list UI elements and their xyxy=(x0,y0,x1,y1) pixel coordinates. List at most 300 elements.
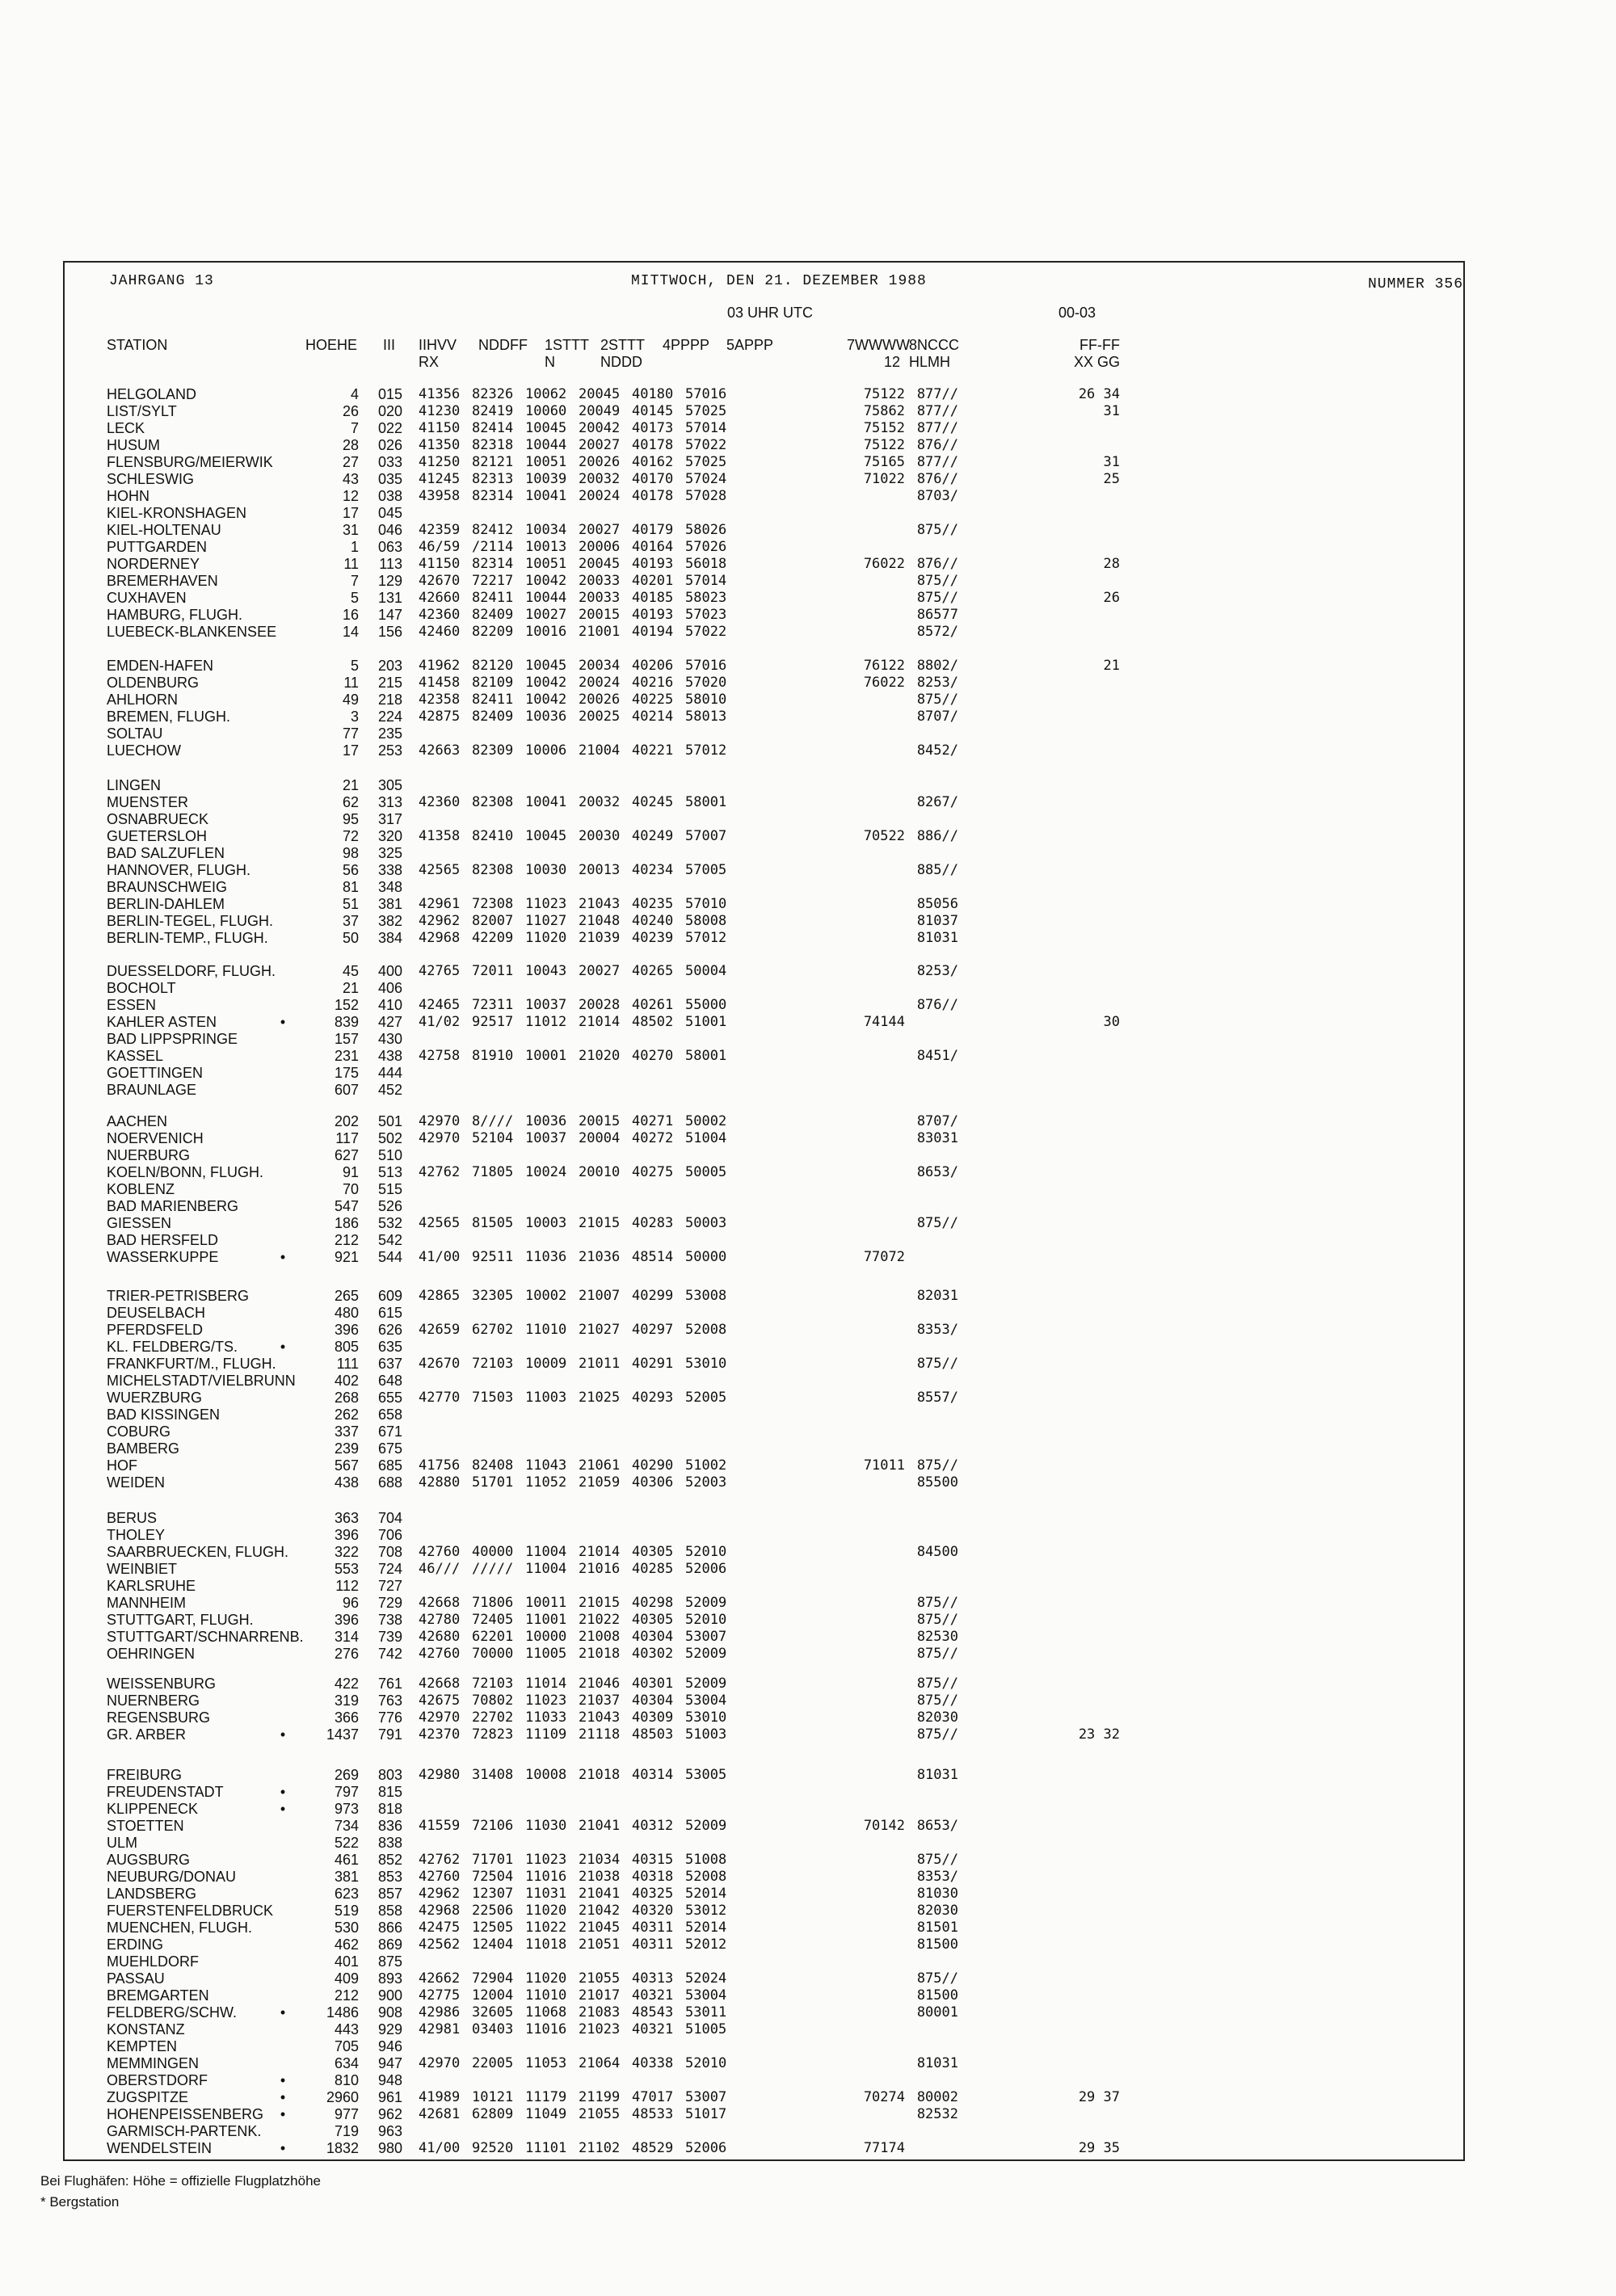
group-5appp: 51002 xyxy=(685,1457,727,1474)
group-ihvv: 41989 xyxy=(419,2089,461,2105)
station-row xyxy=(0,658,1616,675)
group-4pppp: 40178 xyxy=(632,488,674,504)
station-index: 869 xyxy=(377,1936,402,1953)
group-nddff: ///// xyxy=(472,1561,514,1577)
group-nddff: 62809 xyxy=(472,2106,514,2122)
group-ihvv: 42662 xyxy=(419,1970,461,1987)
group-4pppp: 40216 xyxy=(632,675,674,691)
station-height: 31 xyxy=(342,522,359,538)
group-8nccc: 85500 xyxy=(916,1474,958,1491)
group-4pppp: 48529 xyxy=(632,2140,674,2156)
station-row xyxy=(0,675,1616,692)
mountain-marker: • xyxy=(280,1249,286,1265)
group-4pppp: 40309 xyxy=(632,1709,674,1726)
group-5appp: 57023 xyxy=(685,607,727,623)
group-2sttt: 21043 xyxy=(579,896,621,912)
group-ihvv: 41245 xyxy=(419,471,461,487)
group-2sttt: 20045 xyxy=(579,386,621,402)
group-8nccc: 81501 xyxy=(916,1920,958,1936)
station-height: 607 xyxy=(334,1082,359,1098)
station-index: 033 xyxy=(377,454,402,470)
group-4pppp: 40145 xyxy=(632,403,674,419)
station-row xyxy=(0,1198,1616,1215)
group-1sttt: 10030 xyxy=(525,862,567,878)
station-row xyxy=(0,1676,1616,1693)
station-index: 900 xyxy=(377,1987,402,2004)
station-height: 7 xyxy=(350,420,359,436)
mountain-marker: • xyxy=(280,1726,286,1743)
station-row xyxy=(0,1474,1616,1491)
station-height: 973 xyxy=(334,1801,359,1817)
group-5appp: 55000 xyxy=(685,997,727,1013)
station-height: 519 xyxy=(334,1903,359,1919)
station-index: 742 xyxy=(377,1646,402,1662)
station-height: 14 xyxy=(342,624,359,640)
station-index: 203 xyxy=(377,658,402,674)
group-ihvv: 41356 xyxy=(419,386,461,402)
group-2sttt: 20032 xyxy=(579,794,621,810)
group-gust: 31 xyxy=(1103,403,1120,419)
group-nddff: 72405 xyxy=(472,1612,514,1628)
station-index: 035 xyxy=(377,471,402,487)
station-index: 218 xyxy=(377,692,402,708)
col-group-1: IIHVV RX xyxy=(419,337,457,370)
group-2sttt: 21011 xyxy=(579,1356,621,1372)
group-1sttt: 11018 xyxy=(525,1936,567,1953)
station-index: 776 xyxy=(377,1709,402,1726)
group-8nccc: 876// xyxy=(916,437,958,453)
station-height: 212 xyxy=(334,1987,359,2004)
group-nddff: 82409 xyxy=(472,607,514,623)
group-7wwww: 70274 xyxy=(863,2089,905,2105)
station-height: 547 xyxy=(334,1198,359,1214)
group-1sttt: 11014 xyxy=(525,1676,567,1692)
group-4pppp: 40194 xyxy=(632,624,674,640)
col-group-5: 4PPPP xyxy=(663,337,710,353)
station-name: TRIER-PETRISBERG xyxy=(107,1288,250,1304)
group-5appp: 57022 xyxy=(685,437,727,453)
col-hoehe: HOEHE xyxy=(305,337,358,353)
group-4pppp: 40234 xyxy=(632,862,674,878)
group-ihvv: 42762 xyxy=(419,1164,461,1180)
group-gust: 30 xyxy=(1103,1014,1120,1030)
group-1sttt: 10041 xyxy=(525,794,567,810)
col-iii: III xyxy=(383,337,396,353)
station-index: 963 xyxy=(377,2123,402,2139)
station-row xyxy=(0,624,1616,641)
group-1sttt: 11023 xyxy=(525,1693,567,1709)
station-name: KEMPTEN xyxy=(107,2038,178,2054)
group-ihvv: 42981 xyxy=(419,2021,461,2037)
group-nddff: 82419 xyxy=(472,403,514,419)
group-gust: 23 32 xyxy=(1078,1726,1120,1743)
group-8nccc: 8253/ xyxy=(916,675,958,691)
station-row xyxy=(0,1407,1616,1423)
group-2sttt: 20032 xyxy=(579,471,621,487)
group-7wwww: 75152 xyxy=(863,420,905,436)
station-name: KONSTANZ xyxy=(107,2021,185,2037)
group-4pppp: 40206 xyxy=(632,658,674,674)
group-7wwww: 74144 xyxy=(863,1014,905,1030)
group-1sttt: 10045 xyxy=(525,828,567,844)
group-1sttt: 11004 xyxy=(525,1561,567,1577)
station-row xyxy=(0,2123,1616,2140)
group-4pppp: 40271 xyxy=(632,1113,674,1129)
station-height: 27 xyxy=(342,454,359,470)
group-ihvv: 46/59 xyxy=(419,539,461,555)
station-height: 623 xyxy=(334,1886,359,1902)
station-index: 430 xyxy=(377,1031,402,1047)
station-height: 705 xyxy=(334,2038,359,2054)
col-group-9: FF-FF XX GG xyxy=(1073,337,1120,370)
station-index: 685 xyxy=(377,1457,402,1474)
group-5appp: 51001 xyxy=(685,1014,727,1030)
group-8nccc: 81031 xyxy=(916,1767,958,1783)
group-5appp: 58010 xyxy=(685,692,727,708)
station-index: 384 xyxy=(377,930,402,946)
station-row xyxy=(0,1232,1616,1249)
group-7wwww: 71022 xyxy=(863,471,905,487)
station-row xyxy=(0,1818,1616,1835)
group-nddff: 72106 xyxy=(472,1818,514,1834)
station-name: PUTTGARDEN xyxy=(107,539,208,555)
group-4pppp: 40180 xyxy=(632,386,674,402)
footnote-mountain: * Bergstation xyxy=(40,2194,120,2210)
group-1sttt: 11033 xyxy=(525,1709,567,1726)
group-8nccc: 8452/ xyxy=(916,742,958,759)
station-name: NEUBURG/DONAU xyxy=(107,1869,237,1885)
group-2sttt: 20026 xyxy=(579,692,621,708)
station-index: 838 xyxy=(377,1835,402,1851)
group-ihvv: 42986 xyxy=(419,2004,461,2021)
group-8nccc: 81030 xyxy=(916,1886,958,1902)
group-5appp: 50004 xyxy=(685,963,727,979)
station-height: 21 xyxy=(342,777,359,793)
group-4pppp: 40290 xyxy=(632,1457,674,1474)
group-nddff: 92520 xyxy=(472,2140,514,2156)
group-8nccc: 81500 xyxy=(916,1936,958,1953)
group-8nccc: 877// xyxy=(916,420,958,436)
group-ihvv: 42370 xyxy=(419,1726,461,1743)
group-5appp: 53005 xyxy=(685,1767,727,1783)
group-ihvv: 42770 xyxy=(419,1390,461,1406)
group-gust: 21 xyxy=(1103,658,1120,674)
station-height: 402 xyxy=(334,1373,359,1389)
station-name: FREIBURG xyxy=(107,1767,183,1783)
group-ihvv: 41559 xyxy=(419,1818,461,1834)
station-name: BOCHOLT xyxy=(107,980,176,996)
station-name: THOLEY xyxy=(107,1527,166,1543)
group-2sttt: 21083 xyxy=(579,2004,621,2021)
group-8nccc: 875// xyxy=(916,522,958,538)
group-ihvv: 42565 xyxy=(419,1215,461,1231)
station-height: 152 xyxy=(334,997,359,1013)
station-height: 175 xyxy=(334,1065,359,1081)
station-row xyxy=(0,1423,1616,1440)
report-date: MITTWOCH, DEN 21. DEZEMBER 1988 xyxy=(631,273,927,289)
group-8nccc: 81031 xyxy=(916,2055,958,2071)
group-nddff: 52104 xyxy=(472,1130,514,1146)
group-4pppp: 40293 xyxy=(632,1390,674,1406)
group-5appp: 57016 xyxy=(685,386,727,402)
station-height: 7 xyxy=(350,573,359,589)
station-row xyxy=(0,1339,1616,1356)
group-nddff: 82408 xyxy=(472,1457,514,1474)
station-name: FREUDENSTADT xyxy=(107,1784,224,1800)
station-name: BAD SALZUFLEN xyxy=(107,845,225,861)
group-1sttt: 10037 xyxy=(525,997,567,1013)
group-nddff: 71503 xyxy=(472,1390,514,1406)
group-ihvv: 42968 xyxy=(419,1903,461,1919)
group-1sttt: 11043 xyxy=(525,1457,567,1474)
group-nddff: 32305 xyxy=(472,1288,514,1304)
station-height: 3 xyxy=(350,709,359,725)
station-name: MUEHLDORF xyxy=(107,1953,200,1970)
mountain-marker: • xyxy=(280,1801,286,1817)
station-height: 16 xyxy=(342,607,359,623)
group-nddff: 82318 xyxy=(472,437,514,453)
group-2sttt: 21199 xyxy=(579,2089,621,2105)
group-4pppp: 40297 xyxy=(632,1322,674,1338)
group-nddff: 82121 xyxy=(472,454,514,470)
group-nddff: 72308 xyxy=(472,896,514,912)
station-name: FLENSBURG/MEIERWIK xyxy=(107,454,273,470)
station-name: PASSAU xyxy=(107,1970,165,1987)
group-1sttt: 11022 xyxy=(525,1920,567,1936)
group-8nccc: 876// xyxy=(916,471,958,487)
station-index: 382 xyxy=(377,913,402,929)
group-nddff: 12004 xyxy=(472,1987,514,2004)
station-name: LUEBECK-BLANKENSEE xyxy=(107,624,277,640)
group-4pppp: 40240 xyxy=(632,913,674,929)
group-1sttt: 10003 xyxy=(525,1215,567,1231)
group-5appp: 58026 xyxy=(685,522,727,538)
station-height: 17 xyxy=(342,505,359,521)
group-1sttt: 10045 xyxy=(525,658,567,674)
group-1sttt: 11020 xyxy=(525,930,567,946)
group-1sttt: 10027 xyxy=(525,607,567,623)
col-group-7: 7WWWW 12 xyxy=(847,337,910,370)
station-name: LIST/SYLT xyxy=(107,403,177,419)
station-row xyxy=(0,1164,1616,1181)
station-row xyxy=(0,1646,1616,1663)
group-2sttt: 20024 xyxy=(579,675,621,691)
group-5appp: 58001 xyxy=(685,794,727,810)
group-8nccc: 875// xyxy=(916,1356,958,1372)
station-height: 91 xyxy=(342,1164,359,1180)
group-5appp: 51004 xyxy=(685,1130,727,1146)
station-height: 262 xyxy=(334,1407,359,1423)
group-ihvv: 41350 xyxy=(419,437,461,453)
group-5appp: 56018 xyxy=(685,556,727,572)
station-name: AHLHORN xyxy=(107,692,179,708)
group-4pppp: 40291 xyxy=(632,1356,674,1372)
station-index: 875 xyxy=(377,1953,402,1970)
station-row xyxy=(0,1784,1616,1801)
station-name: AUGSBURG xyxy=(107,1852,191,1868)
group-2sttt: 21007 xyxy=(579,1288,621,1304)
station-name: GIESSEN xyxy=(107,1215,172,1231)
station-height: 70 xyxy=(342,1181,359,1197)
station-row xyxy=(0,437,1616,454)
station-index: 635 xyxy=(377,1339,402,1355)
group-gust: 26 34 xyxy=(1078,386,1120,402)
station-height: 5 xyxy=(350,590,359,606)
station-index: 655 xyxy=(377,1390,402,1406)
station-height: 443 xyxy=(334,2021,359,2037)
station-index: 946 xyxy=(377,2038,402,2054)
station-height: 314 xyxy=(334,1629,359,1645)
group-2sttt: 21022 xyxy=(579,1612,621,1628)
group-ihvv: 42668 xyxy=(419,1676,461,1692)
group-5appp: 57012 xyxy=(685,930,727,946)
station-index: 626 xyxy=(377,1322,402,1338)
station-name: BRAUNSCHWEIG xyxy=(107,879,228,895)
group-1sttt: 10016 xyxy=(525,624,567,640)
station-row xyxy=(0,1835,1616,1852)
group-1sttt: 10008 xyxy=(525,1767,567,1783)
group-ihvv: 42760 xyxy=(419,1646,461,1662)
group-ihvv: 42765 xyxy=(419,963,461,979)
station-height: 51 xyxy=(342,896,359,912)
group-8nccc: 875// xyxy=(916,573,958,589)
station-name: GR. ARBER xyxy=(107,1726,187,1743)
station-name: KARLSRUHE xyxy=(107,1578,196,1594)
group-1sttt: 11053 xyxy=(525,2055,567,2071)
group-5appp: 52008 xyxy=(685,1869,727,1885)
group-4pppp: 40321 xyxy=(632,1987,674,2004)
station-row xyxy=(0,2004,1616,2021)
station-height: 921 xyxy=(334,1249,359,1265)
col-group-8: 8NCCC HLMH xyxy=(909,337,960,370)
station-height: 112 xyxy=(335,1578,359,1594)
group-ihvv: 42670 xyxy=(419,573,461,589)
station-name: STUTTGART/SCHNARRENB. xyxy=(107,1629,304,1645)
station-height: 396 xyxy=(334,1322,359,1338)
group-nddff: 92511 xyxy=(472,1249,514,1265)
group-2sttt: 20034 xyxy=(579,658,621,674)
station-height: 438 xyxy=(334,1474,359,1491)
group-ihvv: 41230 xyxy=(419,403,461,419)
station-height: 268 xyxy=(334,1390,359,1406)
station-index: 046 xyxy=(377,522,402,538)
group-1sttt: 10051 xyxy=(525,556,567,572)
group-nddff: 71805 xyxy=(472,1164,514,1180)
station-index: 688 xyxy=(377,1474,402,1491)
group-ihvv: 42681 xyxy=(419,2106,461,2122)
station-height: 28 xyxy=(342,437,359,453)
group-4pppp: 40315 xyxy=(632,1852,674,1868)
station-name: BAD LIPPSPRINGE xyxy=(107,1031,238,1047)
station-index: 444 xyxy=(377,1065,402,1081)
station-index: 853 xyxy=(377,1869,402,1885)
group-nddff: 82314 xyxy=(472,488,514,504)
station-height: 37 xyxy=(342,913,359,929)
group-2sttt: 21034 xyxy=(579,1852,621,1868)
station-index: 253 xyxy=(377,742,402,759)
group-ihvv: 42970 xyxy=(419,1113,461,1129)
mountain-marker: • xyxy=(280,2140,286,2156)
station-name: NORDERNEY xyxy=(107,556,200,572)
station-index: 708 xyxy=(377,1544,402,1560)
group-1sttt: 10013 xyxy=(525,539,567,555)
station-height: 977 xyxy=(334,2106,359,2122)
group-2sttt: 21036 xyxy=(579,1249,621,1265)
station-row xyxy=(0,980,1616,997)
station-height: 239 xyxy=(334,1440,359,1457)
group-nddff: 72011 xyxy=(472,963,514,979)
group-gust: 31 xyxy=(1103,454,1120,470)
station-name: HANNOVER, FLUGH. xyxy=(107,862,251,878)
station-height: 5 xyxy=(350,658,359,674)
group-2sttt: 21041 xyxy=(579,1818,621,1834)
station-row xyxy=(0,862,1616,879)
station-height: 265 xyxy=(334,1288,359,1304)
station-name: AACHEN xyxy=(107,1113,168,1129)
station-row xyxy=(0,1869,1616,1886)
group-nddff: 82007 xyxy=(472,913,514,929)
group-1sttt: 10002 xyxy=(525,1288,567,1304)
station-index: 815 xyxy=(377,1784,402,1800)
group-8nccc: 876// xyxy=(916,997,958,1013)
station-name: FRANKFURT/M., FLUGH. xyxy=(107,1356,276,1372)
station-name: LANDSBERG xyxy=(107,1886,197,1902)
group-8nccc: 8703/ xyxy=(916,488,958,504)
group-4pppp: 40305 xyxy=(632,1544,674,1560)
station-index: 852 xyxy=(377,1852,402,1868)
group-4pppp: 40162 xyxy=(632,454,674,470)
group-nddff: 03403 xyxy=(472,2021,514,2037)
group-8nccc: 8451/ xyxy=(916,1048,958,1064)
station-name: WEIDEN xyxy=(107,1474,165,1491)
group-2sttt: 20006 xyxy=(579,539,621,555)
station-height: 111 xyxy=(336,1356,359,1372)
group-1sttt: 11027 xyxy=(525,913,567,929)
group-8nccc: 80002 xyxy=(916,2089,958,2105)
group-1sttt: 11020 xyxy=(525,1903,567,1919)
group-5appp: 53004 xyxy=(685,1693,727,1709)
station-height: 337 xyxy=(334,1423,359,1440)
group-4pppp: 40299 xyxy=(632,1288,674,1304)
mountain-marker: • xyxy=(280,1014,286,1030)
group-5appp: 57025 xyxy=(685,403,727,419)
group-nddff: 10121 xyxy=(472,2089,514,2105)
station-name: OBERSTDORF xyxy=(107,2072,208,2088)
station-index: 648 xyxy=(377,1373,402,1389)
group-1sttt: 11003 xyxy=(525,1390,567,1406)
group-ihvv: 42970 xyxy=(419,1130,461,1146)
station-row xyxy=(0,1920,1616,1936)
station-index: 410 xyxy=(377,997,402,1013)
station-index: 235 xyxy=(377,725,402,742)
group-nddff: 82314 xyxy=(472,556,514,572)
station-row xyxy=(0,777,1616,794)
station-index: 427 xyxy=(377,1014,402,1030)
group-nddff: 72311 xyxy=(472,997,514,1013)
group-5appp: 57010 xyxy=(685,896,727,912)
group-7wwww: 71011 xyxy=(863,1457,905,1474)
group-5appp: 58008 xyxy=(685,913,727,929)
group-8nccc: 82030 xyxy=(916,1709,958,1726)
station-row xyxy=(0,1578,1616,1595)
station-name: BAD MARIENBERG xyxy=(107,1198,239,1214)
group-4pppp: 40320 xyxy=(632,1903,674,1919)
group-4pppp: 40313 xyxy=(632,1970,674,1987)
group-8nccc: 84500 xyxy=(916,1544,958,1560)
station-index: 704 xyxy=(377,1510,402,1526)
station-row xyxy=(0,2140,1616,2157)
station-height: 12 xyxy=(342,488,359,504)
